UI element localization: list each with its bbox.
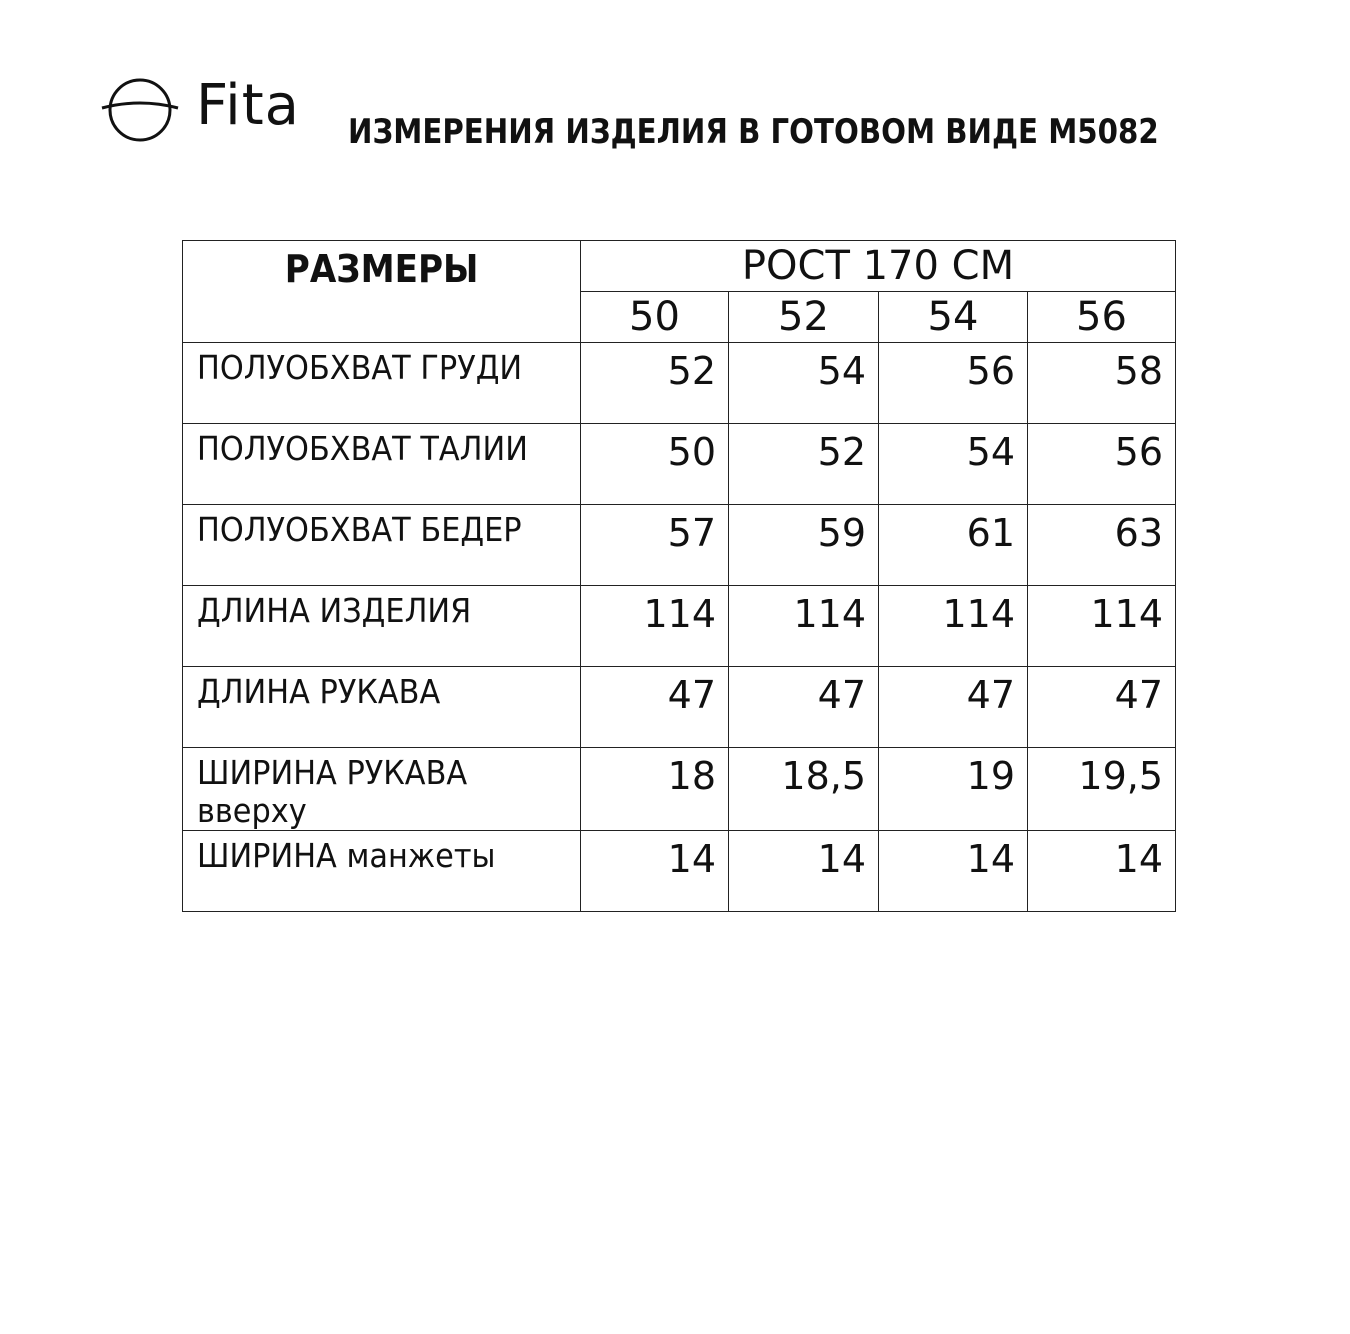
measurement-value: 63: [1028, 505, 1176, 586]
measurement-value: 47: [879, 667, 1028, 748]
size-header-cell: 56: [1028, 292, 1176, 343]
table-row: [183, 831, 1176, 912]
measurement-value: 56: [1028, 424, 1176, 505]
measurement-value: 50: [581, 424, 729, 505]
size-header-cell: 52: [729, 292, 879, 343]
sizes-header: РАЗМЕРЫ: [183, 241, 581, 343]
measurement-value: 54: [879, 424, 1028, 505]
table-row: [183, 586, 1176, 667]
measurement-value: 18,5: [729, 748, 879, 831]
measurement-value: 114: [581, 586, 729, 667]
size-header-cell: 50: [581, 292, 729, 343]
page-title: ИЗМЕРЕНИЯ ИЗДЕЛИЯ В ГОТОВОМ ВИДЕ М5082: [348, 112, 1159, 152]
measurement-value: 14: [581, 831, 729, 912]
measurement-value: 57: [581, 505, 729, 586]
measurement-label: ПОЛУОБХВАТ ТАЛИИ: [183, 424, 581, 505]
measurement-label: ШИРИНА РУКАВА вверху: [183, 748, 581, 831]
brand-name: Fita: [196, 73, 300, 138]
measurement-value: 54: [729, 343, 879, 424]
measurement-value: 59: [729, 505, 879, 586]
size-chart-table: [182, 240, 1176, 912]
table-row: [183, 667, 1176, 748]
measurement-value: 47: [1028, 667, 1176, 748]
measurement-value: 114: [729, 586, 879, 667]
measurement-value: 14: [729, 831, 879, 912]
height-header: РОСТ 170 СМ: [581, 241, 1176, 292]
measurement-label: ДЛИНА РУКАВА: [183, 667, 581, 748]
table-row: [183, 748, 1176, 831]
measurement-value: 47: [729, 667, 879, 748]
table-row: [183, 505, 1176, 586]
measurement-value: 19: [879, 748, 1028, 831]
measurement-value: 52: [729, 424, 879, 505]
measurement-value: 114: [1028, 586, 1176, 667]
measurement-value: 114: [879, 586, 1028, 667]
brand-logo: [100, 70, 325, 150]
table-row: [183, 343, 1176, 424]
measurement-value: 56: [879, 343, 1028, 424]
fita-circle-logo-icon: [100, 70, 190, 150]
size-header-cell: 54: [879, 292, 1028, 343]
measurement-value: 58: [1028, 343, 1176, 424]
measurement-value: 19,5: [1028, 748, 1176, 831]
measurement-value: 47: [581, 667, 729, 748]
measurement-value: 14: [879, 831, 1028, 912]
measurement-value: 18: [581, 748, 729, 831]
table-row: [183, 424, 1176, 505]
measurement-value: 52: [581, 343, 729, 424]
measurement-value: 14: [1028, 831, 1176, 912]
measurement-label: ДЛИНА ИЗДЕЛИЯ: [183, 586, 581, 667]
measurement-label: ШИРИНА манжеты: [183, 831, 581, 912]
measurement-label: ПОЛУОБХВАТ ГРУДИ: [183, 343, 581, 424]
measurement-value: 61: [879, 505, 1028, 586]
measurement-label: ПОЛУОБХВАТ БЕДЕР: [183, 505, 581, 586]
